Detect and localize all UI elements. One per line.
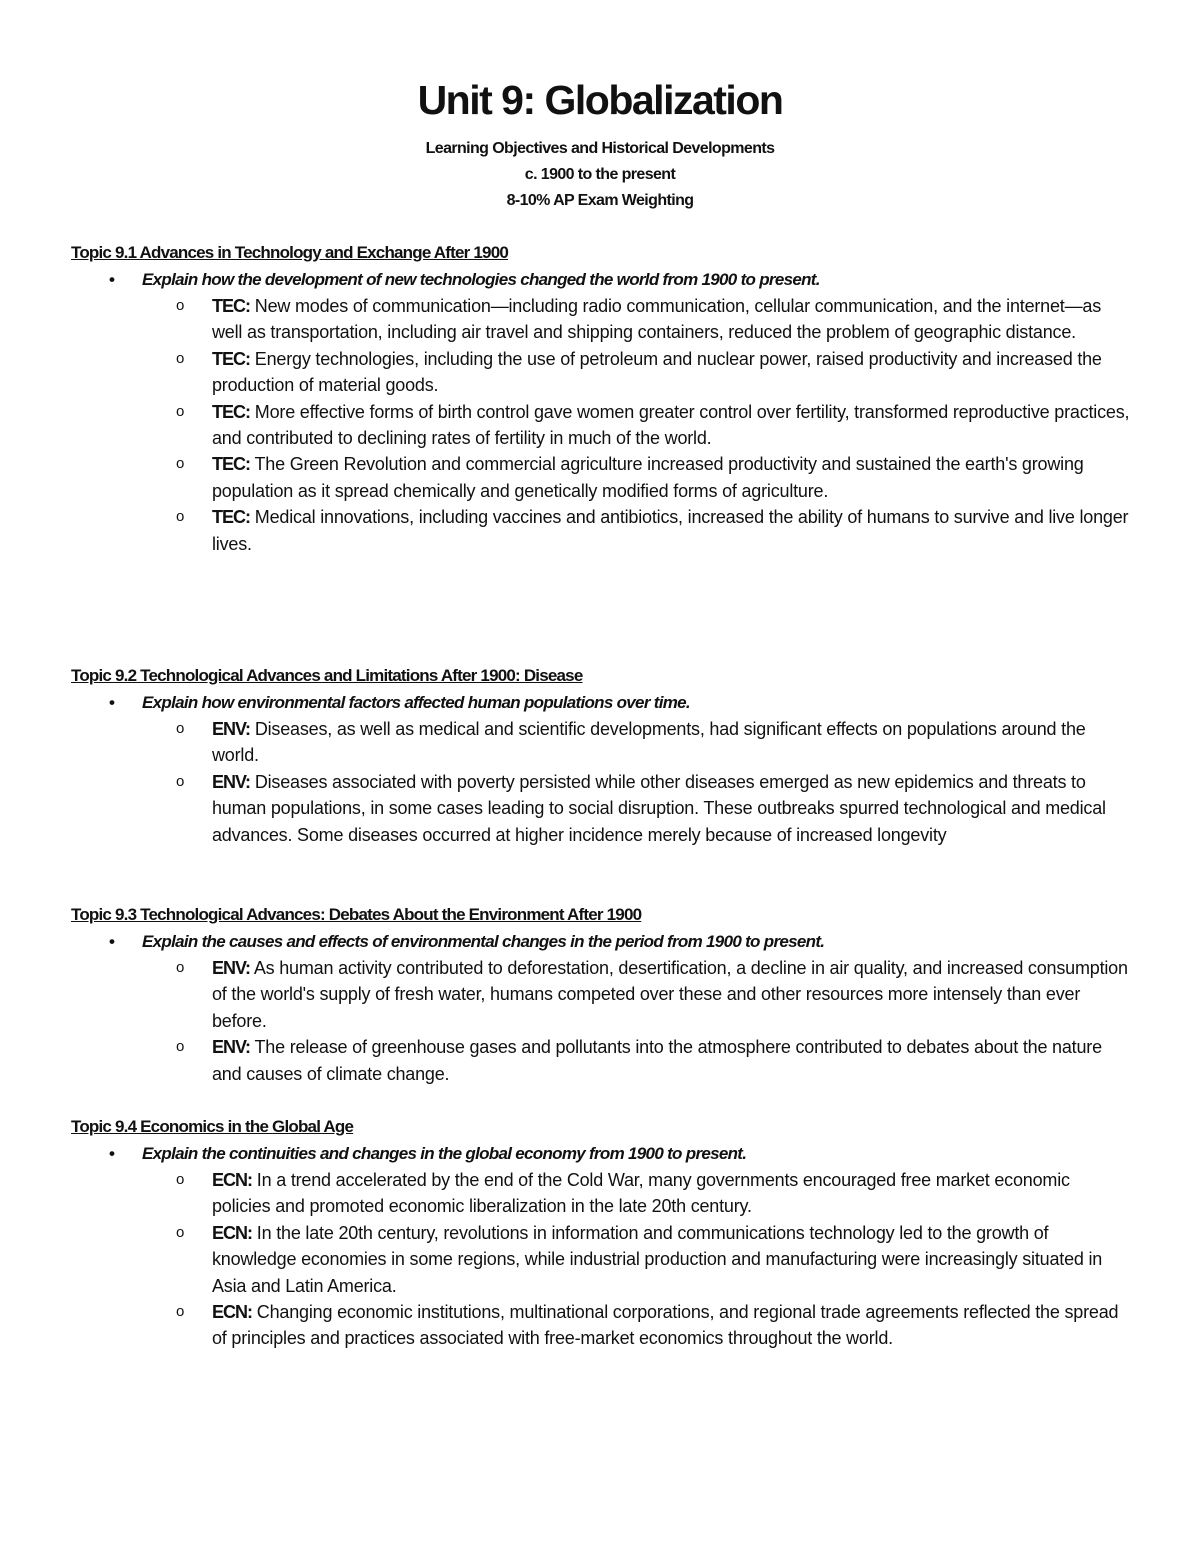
concept-text: Diseases associated with poverty persisted while other diseases emerged as new epidemics and threats to human populations, in some cases leading to social disruption. These outbreaks spurred technological and medical advances. Some diseases occurred at higher incidence merely because of increased longevity <box>212 771 1106 845</box>
key-concept-item <box>71 1220 1131 1299</box>
objective-text: Explain how the development of new technologies changed the world from 1900 to present. <box>142 270 820 289</box>
bullet-icon: • <box>109 932 115 951</box>
topic-9-3-section <box>71 902 1131 1087</box>
circle-bullet-icon: o <box>176 402 185 420</box>
circle-bullet-icon: o <box>176 720 185 737</box>
circle-bullet-icon: o <box>176 455 185 473</box>
bullet-icon: • <box>109 693 115 712</box>
concept-text: Diseases, as well as medical and scientific developments, had significant effects on populations around the world. <box>212 719 1086 766</box>
theme-tag: ECN: <box>212 1222 252 1243</box>
unit-title: Unit 9: Globalization <box>417 77 783 123</box>
circle-bullet-icon: o <box>176 1171 185 1188</box>
theme-tag: ENV: <box>212 719 251 739</box>
concept-text: New modes of communication—including radio communication, cellular communication, and the internet—as well as transportation, including air travel and shipping containers, reduced the problem of geographic distance. <box>212 296 1102 343</box>
circle-bullet-icon: o <box>176 349 185 367</box>
theme-tag: TEC: <box>212 454 250 475</box>
bullet-icon: • <box>109 270 115 289</box>
key-concept-item <box>71 716 1131 769</box>
concept-text: In the late 20th century, revolutions in information and communications technology led to the growth of knowledge economies in some regions, while industrial production and manufacturing were increasingly situated in Asia and Latin America. <box>212 1222 1103 1296</box>
learning-objective <box>71 1140 1131 1167</box>
topic-heading: Topic 9.4 Economics in the Global Age <box>71 1117 354 1136</box>
theme-tag: ENV: <box>212 958 251 978</box>
topic-heading: Topic 9.3 Technological Advances: Debates About the Environment After 1900 <box>71 905 642 924</box>
circle-bullet-icon: o <box>176 1038 185 1056</box>
concept-text: Medical innovations, including vaccines and antibiotics, increased the ability of humans to survive and live longer lives. <box>212 507 1129 554</box>
key-concept-item <box>71 1299 1131 1352</box>
theme-tag: TEC: <box>212 401 250 422</box>
theme-tag: ECN: <box>212 1170 252 1190</box>
theme-tag: TEC: <box>212 296 250 316</box>
learning-objective <box>71 266 1131 293</box>
theme-tag: TEC: <box>212 348 250 369</box>
key-concept-item <box>71 346 1131 399</box>
key-concept-item <box>71 451 1131 504</box>
key-concept-list <box>71 293 1131 557</box>
key-concept-list <box>71 955 1131 1087</box>
topic-9-2-section <box>71 663 1131 848</box>
circle-bullet-icon: o <box>176 297 185 314</box>
key-concept-item <box>71 293 1131 346</box>
bullet-icon: • <box>109 1144 115 1163</box>
key-concept-list <box>71 1167 1131 1352</box>
concept-text: More effective forms of birth control gave women greater control over fertility, transformed reproductive practices, and contributed to declining rates of fertility in much of the world. <box>212 401 1130 449</box>
key-concept-item <box>71 504 1131 557</box>
circle-bullet-icon: o <box>176 959 185 976</box>
topic-heading: Topic 9.2 Technological Advances and Limitations After 1900: Disease <box>71 666 583 685</box>
key-concept-item <box>71 1167 1131 1220</box>
document-header <box>0 74 1200 214</box>
key-concept-item <box>71 1034 1131 1087</box>
concept-text: The Green Revolution and commercial agriculture increased productivity and sustained the earth's growing population as it spread chemically and genetically modified forms of agriculture. <box>212 454 1084 501</box>
topic-9-4-section <box>71 1114 1131 1352</box>
key-concept-item <box>71 769 1131 848</box>
key-concept-item <box>71 955 1131 1034</box>
concept-text: Energy technologies, including the use of petroleum and nuclear power, raised productivity and increased the production of material goods. <box>212 348 1102 396</box>
objective-text: Explain the continuities and changes in the global economy from 1900 to present. <box>142 1144 747 1163</box>
circle-bullet-icon: o <box>176 1223 185 1241</box>
learning-objective <box>71 928 1131 955</box>
objective-text: Explain how environmental factors affected human populations over time. <box>142 693 690 712</box>
theme-tag: ENV: <box>212 1037 251 1058</box>
objective-text: Explain the causes and effects of environmental changes in the period from 1900 to present. <box>142 932 825 951</box>
concept-text: The release of greenhouse gases and pollutants into the atmosphere contributed to debates about the nature and causes of climate change. <box>212 1037 1102 1084</box>
theme-tag: ECN: <box>212 1302 252 1323</box>
concept-text: In a trend accelerated by the end of the Cold War, many governments encouraged free market economic policies and promoted economic liberalization in the late 20th century. <box>212 1170 1070 1217</box>
theme-tag: TEC: <box>212 507 250 528</box>
document-subtitle: Learning Objectives and Historical Developments <box>425 140 775 157</box>
concept-text: Changing economic institutions, multinational corporations, and regional trade agreements reflected the spread of principles and practices associated with free-market economics throughout the world. <box>212 1302 1119 1349</box>
circle-bullet-icon: o <box>176 1303 185 1321</box>
topic-9-1-section <box>71 240 1131 557</box>
key-concept-item <box>71 399 1131 452</box>
theme-tag: ENV: <box>212 771 251 792</box>
learning-objective <box>71 689 1131 716</box>
exam-weighting: 8-10% AP Exam Weighting <box>506 192 694 209</box>
key-concept-list <box>71 716 1131 848</box>
concept-text: As human activity contributed to deforestation, desertification, a decline in air quality, and increased consumption of the world's supply of fresh water, humans competed over these and other resources more intensely than ever before. <box>212 958 1128 1031</box>
time-period: c. 1900 to the present <box>524 166 676 183</box>
circle-bullet-icon: o <box>176 772 185 790</box>
circle-bullet-icon: o <box>176 508 185 526</box>
topic-heading: Topic 9.1 Advances in Technology and Exchange After 1900 <box>71 243 509 262</box>
